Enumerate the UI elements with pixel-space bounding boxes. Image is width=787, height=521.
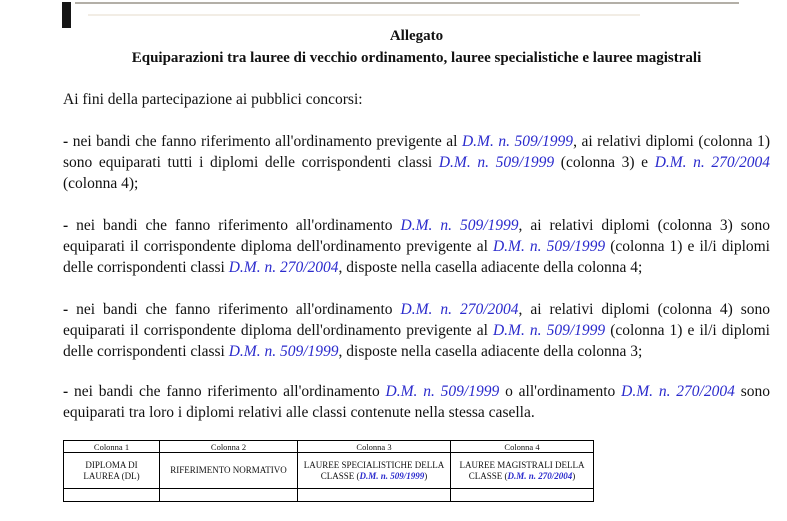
bullet-paragraphs	[63, 131, 770, 423]
dm-reference-link[interactable]: D.M. n. 509/1999	[228, 343, 339, 360]
text-run: -	[63, 383, 69, 400]
paragraph	[63, 131, 770, 194]
table-cell	[160, 453, 298, 489]
table-cell	[298, 453, 451, 489]
text-run: )	[424, 470, 428, 481]
table-cell	[64, 489, 160, 502]
dm-reference-link[interactable]: D.M. n. 270/2004	[228, 259, 339, 276]
paragraph	[63, 381, 770, 423]
column-header: Colonna 1	[64, 441, 160, 453]
document-subtitle: Equiparazioni tra lauree di vecchio ordinamento, lauree specialistiche e lauree magistrali	[131, 50, 702, 66]
table-cell	[64, 453, 160, 489]
top-left-black-bar	[62, 2, 71, 28]
dm-reference-link[interactable]: D.M. n. 509/1999	[438, 154, 555, 171]
text-run: o all'ordinamento	[499, 383, 622, 400]
dm-reference-link[interactable]: D.M. n. 509/1999	[461, 133, 574, 150]
text-run: , ai relativi diplomi (colonna 1) sono equiparati tutti i diplomi delle corrispondenti classi	[63, 133, 770, 171]
paragraph	[63, 299, 770, 362]
dm-reference-link[interactable]: D.M. n. 270/2004	[654, 154, 770, 171]
column-header: Colonna 3	[298, 441, 451, 453]
dm-reference-link[interactable]: D.M. n. 509/1999	[492, 322, 606, 339]
column-header: Colonna 4	[451, 441, 594, 453]
column-header: Colonna 2	[160, 441, 298, 453]
top-rule-line-faint	[88, 14, 640, 16]
dm-reference-link[interactable]: D.M. n. 509/1999	[359, 470, 425, 481]
intro-paragraph: Ai fini della partecipazione ai pubblici concorsi:	[63, 91, 363, 108]
table-header-row	[64, 441, 594, 453]
text-run: , disposte nella casella adiacente della colonna 4;	[338, 259, 643, 276]
text-run: (colonna 3) e	[554, 154, 655, 171]
paragraph	[63, 215, 770, 278]
text-run: -	[63, 133, 69, 150]
text-run: sono equiparati tra loro i diplomi relativi alle classi contenute nella stessa casella.	[63, 383, 770, 421]
dm-reference-link[interactable]: D.M. n. 270/2004	[400, 301, 519, 318]
table-row	[64, 453, 594, 489]
table-cell	[451, 453, 594, 489]
text-run: nei bandi che fanno riferimento all'ordinamento	[68, 383, 386, 400]
text-run: -	[63, 217, 69, 234]
document-title: Allegato	[389, 28, 444, 44]
dm-reference-link[interactable]: D.M. n. 270/2004	[507, 470, 573, 481]
equivalence-table	[63, 440, 594, 502]
dm-reference-link[interactable]: D.M. n. 509/1999	[385, 383, 500, 400]
document-content	[63, 26, 770, 502]
text-run: LAUREE MAGISTRALI DELLA CLASSE (	[459, 459, 585, 481]
text-run: DIPLOMA DI LAUREA (DL)	[83, 459, 140, 481]
text-run: nei bandi che fanno riferimento all'ordinamento previgente al	[68, 133, 462, 150]
dm-reference-link[interactable]: D.M. n. 270/2004	[621, 383, 735, 400]
text-run: nei bandi che fanno riferimento all'ordinamento	[68, 301, 401, 318]
table-cell	[160, 489, 298, 502]
text-run: , ai relativi diplomi (colonna 3) sono equiparati il corrispondente diploma dell'ordinamento previgente al	[63, 217, 770, 255]
text-run: -	[63, 301, 69, 318]
text-run: )	[572, 470, 576, 481]
text-run: nei bandi che fanno riferimento all'ordinamento	[68, 217, 401, 234]
text-run: (colonna 1) e il/i diplomi delle corrispondenti classi	[63, 238, 770, 276]
table-cell	[451, 489, 594, 502]
dm-reference-link[interactable]: D.M. n. 509/1999	[400, 217, 519, 234]
text-run: (colonna 4);	[63, 175, 139, 192]
text-run: LAUREE SPECIALISTICHE DELLA CLASSE (	[303, 459, 445, 481]
text-run: , disposte nella casella adiacente della colonna 3;	[338, 343, 643, 360]
top-rule-line	[75, 2, 739, 4]
dm-reference-link[interactable]: D.M. n. 509/1999	[492, 238, 606, 255]
text-run: RIFERIMENTO NORMATIVO	[170, 465, 287, 475]
table-row-clipped	[64, 489, 594, 502]
table-cell	[298, 489, 451, 502]
text-run: (colonna 1) e il/i diplomi delle corrispondenti classi	[63, 322, 770, 360]
text-run: , ai relativi diplomi (colonna 4) sono equiparati il corrispondente diploma dell'ordinamento previgente al	[63, 301, 770, 339]
